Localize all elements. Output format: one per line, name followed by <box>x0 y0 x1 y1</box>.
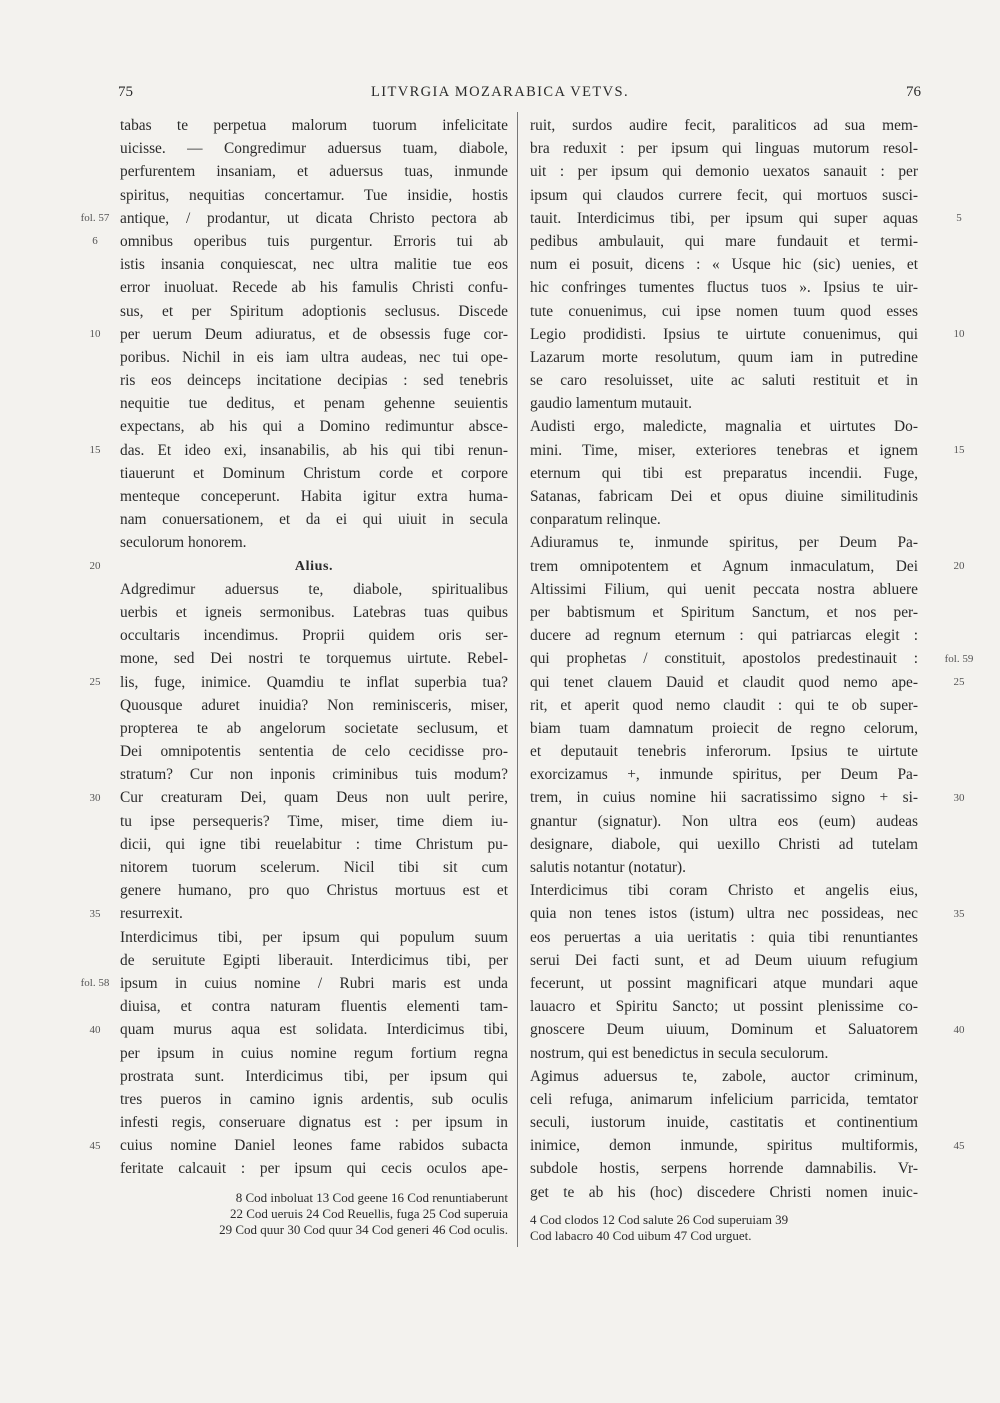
text-line: get te ab his (hoc) discedere Christi nomen inuic- <box>530 1183 918 1201</box>
line-number-note: 20 <box>953 559 965 572</box>
text-line: trem omnipotentem et Agnum inmaculatum, Dei <box>530 557 918 575</box>
text-line: num ei posuit, dicens : « Usque hic (sic) uenies, et <box>530 256 918 274</box>
text-line: Lazarum morte resolutum, quum iam in putredine <box>530 348 918 366</box>
text-line: tauit. Interdicimus tibi, per ipsum qui super aquas <box>530 209 918 227</box>
text-line: Agimus aduersus te, zabole, auctor criminum, <box>530 1067 918 1085</box>
text-line: inimice, demon inmunde, spiritus multiformis, <box>530 1137 918 1155</box>
line-number-note: 40 <box>89 1023 101 1036</box>
line-number-note: 45 <box>953 1139 965 1152</box>
text-line: qui prophetas / constituit, apostolos predestinauit : <box>530 650 918 668</box>
text-line: eos peruertas a uia ueritatis : quia tibi renuntiantes <box>530 928 918 946</box>
text-line: poribus. Nichil in eis iam ultra audeas, nec tui ope- <box>120 348 508 366</box>
text-line: hic confringes tumentes fluctus tuos ». Ipsius te uir- <box>530 279 918 297</box>
text-line: nostrum, qui est benedictus in secula seculorum. <box>530 1044 829 1062</box>
line-number-note: 25 <box>953 675 965 688</box>
text-line: cuius nomine Daniel leones fame rabidos subacta <box>120 1137 508 1155</box>
text-line: per uerum Deum adiuratus, et de obsessis fuge cor- <box>120 325 508 343</box>
line-number-note: 30 <box>89 791 101 804</box>
text-line: sus, et per Spiritum adoptionis seclusus. Discede <box>120 302 508 320</box>
footnotes-right <box>530 1212 918 1244</box>
text-line: Cur creaturam Dei, quam Deus non uult perire, <box>120 789 508 807</box>
text-line: de seruitute Egipti liberauit. Interdicimus tibi, per <box>120 951 508 969</box>
text-line: dicii, qui igne tibi reuelabitur : time Christum pu- <box>120 835 508 853</box>
line-number-note: fol. 57 <box>80 211 110 224</box>
text-line: conparatum relinque. <box>530 511 661 529</box>
line-number-note: 35 <box>953 907 965 920</box>
text-line: ruit, surdos audire fecit, paraliticos ad sua mem- <box>530 117 918 134</box>
text-line: biam tuam damnatum proiecit de regno celorum, <box>530 719 918 737</box>
line-number-note: 5 <box>956 211 962 224</box>
text-line: feritate calcauit : per ipsum qui cecis oculos ape- <box>120 1160 508 1178</box>
text-line: Altissimi Filium, qui uenit peccata nostra abluere <box>530 580 918 598</box>
text-line: uicisse. — Congredimur aduersus tuam, diabole, <box>120 140 508 158</box>
text-line: et deputauit tenebris inferorum. Ipsius te uirtute <box>530 743 918 761</box>
left-column <box>120 114 508 1181</box>
text-line: tu ipse persequeris? Time, miser, time diem iu- <box>120 812 508 830</box>
footnote-line: 29 Cod quur 30 Cod quur 34 Cod generi 46 Cod oculis. <box>219 1222 508 1237</box>
line-number-note: fol. 59 <box>944 652 974 665</box>
text-line: qui tenet clauem Dauid et claudit quod nemo ape- <box>530 673 918 691</box>
text-line: nitorem tuorum scelerum. Nicil tibi sit cum <box>120 859 508 876</box>
text-line: error inuoluat. Recede ab his famulis Christi confu- <box>120 279 508 297</box>
line-number-note: 10 <box>89 327 101 340</box>
text-line: Dei omnipotentis sententia de celo cecidisse pro- <box>120 743 508 761</box>
text-line: gnantur (signatur). Non ultra eos (eum) audeas <box>530 812 918 830</box>
text-line: trem, in cuius nomine hii sacratissimo signo + si- <box>530 789 918 807</box>
text-line: serui Dei facti sunt, et ad Deum uiuum refugium <box>530 951 918 969</box>
text-line: Interdicimus tibi, per ipsum qui populum suum <box>120 928 508 946</box>
text-line: rit, et aperit quod nemo claudit : qui te ob super- <box>530 696 918 714</box>
right-column <box>530 114 918 1204</box>
text-line: perfurentem insaniam, et aduersus tuas, inmunde <box>120 163 508 181</box>
text-line: ipsum qui claudos currere fecit, qui mortuos susci- <box>530 186 918 204</box>
text-line: salutis notantur (notatur). <box>530 859 687 876</box>
text-line: per babtismum et Spiritum Sanctum, et nos per- <box>530 603 918 621</box>
text-line: mini. Time, miser, exteriores tenebras et ignem <box>530 441 918 459</box>
text-line: Quousque aduret inuidia? Non reminisceris, miser, <box>120 696 508 714</box>
text-line: exorcizamus +, inmunde spiritus, per Deum Pa- <box>530 766 918 784</box>
line-number-note: 45 <box>89 1139 101 1152</box>
text-line: das. Et ideo exi, insanabilis, ab his qui tibi renun- <box>120 441 508 459</box>
text-line: ris eos deinceps incitatione decipias : sed tenebris <box>120 372 508 390</box>
text-line: quam murus aqua est solidata. Interdicimus tibi, <box>120 1021 508 1039</box>
footnote-line: Cod labacro 40 Cod uibum 47 Cod urguet. <box>530 1228 752 1243</box>
text-line: pedibus ambulauit, qui mare fundauit et termi- <box>530 232 918 250</box>
text-line: nequitie tue deditus, et penam gehenne seuientis <box>120 395 508 413</box>
footnote-line: 22 Cod ueruis 24 Cod Reuellis, fuga 25 Cod superuia <box>229 1206 508 1221</box>
text-line: menteque conceperunt. Habita igitur extra huma- <box>120 488 508 505</box>
line-number-note: 10 <box>953 327 965 340</box>
text-line: gnoscere Deum uiuum, Dominum et Saluatorem <box>530 1021 918 1039</box>
line-number-note: 35 <box>89 907 101 920</box>
text-line: Satanas, fabricam Dei et opus diuine similitudinis <box>530 488 918 505</box>
text-line: lauacro et Spiritu Sancto; ut possint plenissime co- <box>530 998 918 1016</box>
text-line: nam conuersationem, et da ei qui uiuit in secula <box>120 511 508 529</box>
text-line: Audisti ergo, maledicte, magnalia et uirtutes Do- <box>530 418 918 436</box>
line-number-note: 25 <box>89 675 101 688</box>
text-line: subdole hostis, serpens horrende damnabilis. Vr- <box>530 1160 918 1178</box>
text-line: genere humano, pro quo Christus mortuus est et <box>120 882 508 900</box>
text-line: diuisa, et contra naturam fluentis elementi tam- <box>120 998 508 1016</box>
text-line: ipsum in cuius nomine / Rubri maris est unda <box>120 974 508 992</box>
line-number-note: 15 <box>953 443 965 456</box>
footnote-line: 8 Cod inboluat 13 Cod geene 16 Cod renuntiaberunt <box>235 1190 508 1205</box>
text-line: Interdicimus tibi coram Christo et angelis eius, <box>530 882 918 900</box>
line-number-note: fol. 58 <box>80 977 110 990</box>
running-title: LITVRGIA MOZARABICA VETVS. <box>370 84 630 100</box>
text-line: designare, diabole, qui uexillo Christi ad tutelam <box>530 835 918 853</box>
text-line: fecerunt, ut possint magnificari atque mundari aque <box>530 974 918 992</box>
text-line: resurrexit. <box>120 905 183 923</box>
text-line: seculi, iustorum inuide, castitatis et continentium <box>530 1114 918 1132</box>
column-divider <box>517 112 518 1247</box>
text-line: Adiuramus te, inmunde spiritus, per Deum Pa- <box>530 534 918 552</box>
text-line: infesti regis, conseruare dignatus est : per ipsum in <box>120 1114 508 1132</box>
text-line: uit : per ipsum qui demonio uexatos sanauit : per <box>530 163 918 181</box>
text-line: bra reduxit : per ipsum qui linguas mutorum resol- <box>530 140 918 158</box>
text-line: occultaris incendimus. Proprii quidem oris ser- <box>120 627 508 645</box>
text-line: tabas te perpetua malorum tuorum infelicitate <box>120 117 508 134</box>
text-line: spiritus, nequitias concertamur. Tue insidie, hostis <box>120 186 508 204</box>
text-line: stratum? Cur non inponis criminibus tuis modum? <box>120 766 508 784</box>
section-heading: Alius. <box>294 558 334 574</box>
text-line: expectans, ab his qui a Domino redimuntur absce- <box>120 418 508 436</box>
text-line: quia non tenes istos (istum) ultra nec possideas, nec <box>530 905 918 923</box>
text-line: tres pueros in camino ignis ardentis, sub oculis <box>120 1090 508 1108</box>
text-line: uerbis et igneis sermonibus. Latebras tuas quibus <box>120 603 508 621</box>
line-number-note: 20 <box>89 559 101 572</box>
text-line: Legio prodidisti. Ipsius te uirtute conuenimus, qui <box>530 325 918 343</box>
text-line: se caro resoluisset, uite ac saluti restituit et in <box>530 372 918 390</box>
page-number-left: 75 <box>118 84 133 100</box>
text-line: Adgredimur aduersus te, diabole, spiritualibus <box>120 580 508 598</box>
text-line: mone, sed Dei nostri te torquemus uirtute. Rebel- <box>120 650 508 668</box>
text-line: prostrata sunt. Interdicimus tibi, per ipsum qui <box>120 1067 508 1085</box>
text-line: eternum qui tibi est preparatus incendii. Fuge, <box>530 464 918 482</box>
page-number-right: 76 <box>906 84 921 100</box>
page-header <box>0 84 1000 106</box>
text-line: ducere ad regnum eternum : qui patriarcas elegit : <box>530 627 918 645</box>
text-line: per ipsum in cuius nomine regum fortium regna <box>120 1044 508 1062</box>
text-line: tute conuenimus, cui ipse nomen tuum quod esses <box>530 302 918 320</box>
footnote-line: 4 Cod clodos 12 Cod salute 26 Cod superuiam 39 <box>530 1212 789 1227</box>
footnotes-left <box>120 1190 508 1238</box>
text-line: tiauerunt et Dominum Christum corde et corpore <box>120 464 508 482</box>
line-number-note: 40 <box>953 1023 965 1036</box>
text-line: lis, fuge, inimice. Quamdiu te inflat superbia tua? <box>120 673 508 691</box>
text-line: omnibus operibus tuis purgentur. Erroris tui ab <box>120 232 508 250</box>
text-line: gaudio lamentum mutauit. <box>530 395 692 413</box>
text-line: propterea te ab angelorum societate seclusum, et <box>120 719 508 737</box>
text-line: antique, / prodantur, ut dicata Christo pectora ab <box>120 209 508 227</box>
text-line: istis insania conquiescat, nec ultra malitie tue eos <box>120 256 508 274</box>
text-line: celi refuga, animarum infelicium parricida, temtator <box>530 1090 918 1108</box>
line-number-note: 30 <box>953 791 965 804</box>
line-number-note: 6 <box>92 235 98 247</box>
line-number-note: 15 <box>89 443 101 456</box>
text-line: seculorum honorem. <box>120 534 247 552</box>
